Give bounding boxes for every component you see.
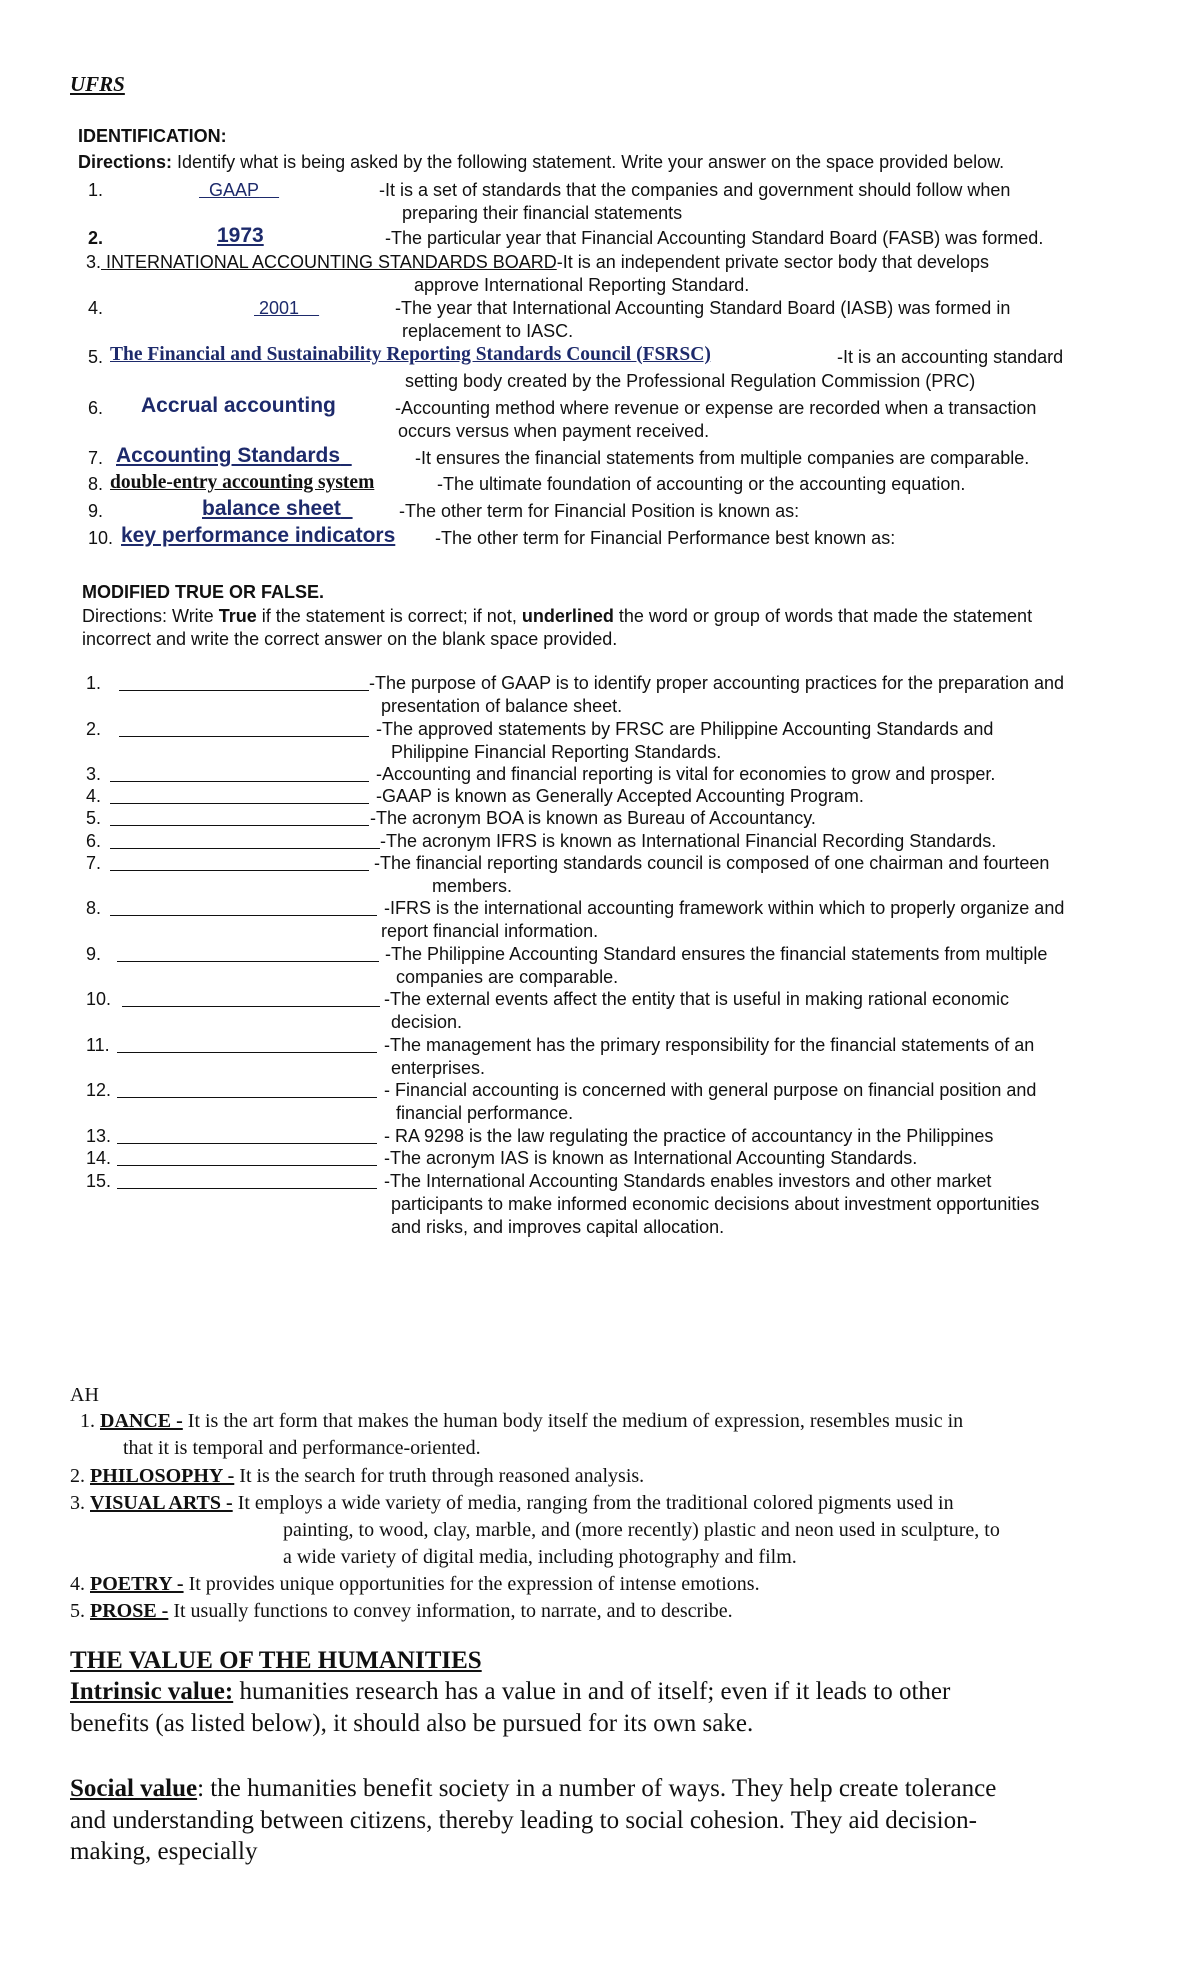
mtof-item-5-num: 5. — [86, 808, 102, 828]
id-item-3 — [86, 252, 989, 273]
id-item-4-line2: replacement to IASC. — [402, 321, 574, 341]
directions-text: Identify what is being asked by the following statement. Write your answer on the space provided below. — [172, 152, 1005, 172]
id-item-5-num: 5. — [88, 347, 104, 367]
answer-blank-11[interactable] — [117, 1038, 377, 1053]
mtof-item-4-num: 4. — [86, 786, 102, 806]
humanities-heading: THE VALUE OF THE HUMANITIES — [70, 1647, 482, 1674]
ah-item-5: 5. PROSE - It usually functions to convey information, to narrate, and to describe. — [70, 1600, 733, 1622]
ah-item-4-term: POETRY - — [90, 1573, 184, 1595]
mtof-item-7-line2: members. — [432, 876, 513, 896]
mtof-item-10-line1: -The external events affect the entity that is useful in making rational economic — [384, 989, 1009, 1009]
ah-item-1-term: DANCE - — [100, 1410, 183, 1432]
ah-item-5-term: PROSE - — [90, 1600, 169, 1622]
mtof-directions-line2: incorrect and write the correct answer on the blank space provided. — [82, 629, 618, 649]
id-item-7-answer: Accounting Standards — [116, 444, 341, 467]
mtof-item-1-line1: -The purpose of GAAP is to identify proper accounting practices for the preparation and — [369, 673, 1065, 693]
intrinsic-label: Intrinsic value: — [70, 1678, 234, 1705]
answer-blank-10[interactable] — [122, 992, 380, 1007]
identification-directions — [78, 152, 1004, 173]
id-item-1-line2: preparing their financial statements — [402, 203, 683, 223]
mtof-item-7-line1: -The financial reporting standards council is composed of one chairman and fourteen — [374, 853, 1050, 873]
intrinsic-line1: Intrinsic value: humanities research has a value in and of itself; even if it leads to other — [70, 1678, 951, 1705]
id-item-10-answer: key performance indicators — [121, 524, 396, 547]
mtof-item-2-line1: -The approved statements by FRSC are Philippine Accounting Standards and — [376, 719, 994, 739]
ah-item-3-line2: painting, to wood, clay, marble, and (more recently) plastic and neon used in sculpture, to — [283, 1519, 1000, 1541]
social-line1: Social value: the humanities benefit society in a number of ways. They help create tolerance — [70, 1775, 997, 1802]
mtof-item-3-num: 3. — [86, 764, 102, 784]
ah-heading: AH — [70, 1384, 99, 1406]
answer-blank-9[interactable] — [117, 947, 379, 962]
mtof-item-13-num: 13. — [86, 1126, 112, 1146]
id-item-7-line1: -It ensures the financial statements from multiple companies are comparable. — [415, 448, 1030, 468]
id-item-3-line2: approve International Reporting Standard. — [414, 275, 750, 295]
id-item-4-num: 4. — [88, 298, 104, 318]
mtof-item-8-num: 8. — [86, 898, 102, 918]
mtof-item-9-num: 9. — [86, 944, 102, 964]
mtof-item-5-line1: -The acronym BOA is known as Bureau of Accountancy. — [370, 808, 816, 828]
answer-blank-6[interactable] — [110, 834, 380, 849]
social-line3: making, especially — [70, 1838, 258, 1865]
id-item-4-answer: 2001 — [259, 298, 300, 318]
social-label: Social value — [70, 1775, 198, 1802]
id-item-6-line1: -Accounting method where revenue or expense are recorded when a transaction — [395, 398, 1037, 418]
mtof-item-2-line2: Philippine Financial Reporting Standards. — [391, 742, 722, 762]
underlined-word: underlined — [521, 606, 614, 626]
answer-blank-12[interactable] — [117, 1083, 377, 1098]
mtof-item-10-num: 10. — [86, 989, 112, 1009]
answer-blank-2[interactable] — [119, 722, 369, 737]
answer-blank-13[interactable] — [117, 1129, 377, 1144]
intrinsic-line2: benefits (as listed below), it should also be pursued for its own sake. — [70, 1710, 754, 1737]
id-item-6-line2: occurs versus when payment received. — [398, 421, 710, 441]
mtof-item-4-line1: -GAAP is known as Generally Accepted Accounting Program. — [376, 786, 864, 806]
id-item-8-num: 8. — [88, 474, 104, 494]
ah-item-3-term: VISUAL ARTS - — [90, 1492, 233, 1514]
id-item-1-line1: -It is a set of standards that the companies and government should follow when — [379, 180, 1011, 200]
true-word: True — [218, 606, 257, 626]
mtof-item-10-line2: decision. — [391, 1012, 463, 1032]
mtof-directions: Directions: Write True if the statement is correct; if not, underlined the word or group of words that made the statement — [82, 606, 1033, 626]
answer-blank-14[interactable] — [117, 1151, 377, 1166]
mtof-item-14-line1: -The acronym IAS is known as International Accounting Standards. — [384, 1148, 918, 1168]
mtof-item-15-line1: -The International Accounting Standards enables investors and other market — [384, 1171, 992, 1191]
answer-blank-3[interactable] — [110, 767, 369, 782]
id-item-5-line1: -It is an accounting standard — [837, 347, 1064, 367]
id-item-3-line1: -It is an independent private sector body that develops — [556, 252, 990, 272]
mtof-item-13-line1: - RA 9298 is the law regulating the practice of accountancy in the Philippines — [384, 1126, 994, 1146]
mtof-item-12-line1: - Financial accounting is concerned with general purpose on financial position and — [384, 1080, 1037, 1100]
id-item-9-line1: -The other term for Financial Position is known as: — [399, 501, 800, 521]
id-item-2-line1: -The particular year that Financial Accounting Standard Board (FASB) was formed. — [385, 228, 1044, 248]
answer-blank-8[interactable] — [110, 901, 377, 916]
mtof-item-15-line2: participants to make informed economic decisions about investment opportunities — [391, 1194, 1040, 1214]
mtof-item-9-line2: companies are comparable. — [396, 967, 619, 987]
answer-blank-5[interactable] — [110, 811, 369, 826]
mtof-item-14-num: 14. — [86, 1148, 112, 1168]
id-item-10-line1: -The other term for Financial Performance best known as: — [435, 528, 896, 548]
id-item-3-answer: INTERNATIONAL ACCOUNTING STANDARDS BOARD — [106, 252, 557, 272]
id-item-9-num: 9. — [88, 501, 104, 521]
answer-blank-1[interactable] — [119, 676, 369, 691]
id-item-6-num: 6. — [88, 398, 104, 418]
mtof-item-8-line2: report financial information. — [381, 921, 599, 941]
page-title: UFRS — [70, 72, 125, 96]
mtof-item-12-line2: financial performance. — [396, 1103, 574, 1123]
mtof-item-11-line2: enterprises. — [391, 1058, 486, 1078]
mtof-item-3-line1: -Accounting and financial reporting is vital for economies to grow and prosper. — [376, 764, 996, 784]
answer-blank-4[interactable] — [110, 789, 369, 804]
ah-item-1-line2: that it is temporal and performance-oriented. — [123, 1437, 481, 1459]
identification-heading: IDENTIFICATION: — [78, 126, 227, 146]
id-item-10-num: 10. — [88, 528, 114, 548]
ah-item-2-term: PHILOSOPHY - — [90, 1465, 235, 1487]
ah-item-2: 2. PHILOSOPHY - It is the search for truth through reasoned analysis. — [70, 1465, 645, 1487]
mtof-item-2-num: 2. — [86, 719, 102, 739]
id-item-2-answer: 1973 — [217, 224, 264, 247]
id-item-3-num: 3. — [86, 252, 102, 272]
mtof-item-15-num: 15. — [86, 1171, 112, 1191]
mtof-item-11-num: 11. — [86, 1035, 110, 1055]
social-line2: and understanding between citizens, thereby leading to social cohesion. They aid decision- — [70, 1807, 977, 1834]
id-item-6-answer: Accrual accounting — [141, 394, 336, 417]
mtof-item-7-num: 7. — [86, 853, 102, 873]
mtof-item-1-line2: presentation of balance sheet. — [381, 696, 623, 716]
id-item-5-line2: setting body created by the Professional Regulation Commission (PRC) — [405, 371, 976, 391]
mtof-item-15-line3: and risks, and improves capital allocation. — [391, 1217, 725, 1237]
ah-item-1: 1. DANCE - It is the art form that makes the human body itself the medium of expression, resembles music in — [80, 1410, 964, 1432]
id-item-2-num: 2. — [88, 228, 104, 248]
mtof-item-8-line1: -IFRS is the international accounting framework within which to properly organize and — [384, 898, 1065, 918]
id-item-8-answer: double-entry accounting system — [110, 472, 375, 493]
id-item-7-num: 7. — [88, 448, 104, 468]
mtof-item-11-line1: -The management has the primary responsibility for the financial statements of an — [384, 1035, 1035, 1055]
mtof-item-12-num: 12. — [86, 1080, 112, 1100]
mtof-item-9-line1: -The Philippine Accounting Standard ensures the financial statements from multiple — [385, 944, 1048, 964]
directions-label: Directions: — [78, 152, 173, 172]
ah-item-3-line3: a wide variety of digital media, including photography and film. — [283, 1546, 797, 1568]
answer-blank-15[interactable] — [117, 1174, 377, 1189]
id-item-8-line1: -The ultimate foundation of accounting or the accounting equation. — [437, 474, 966, 494]
answer-blank-7[interactable] — [110, 856, 369, 871]
id-item-1-num: 1. — [88, 180, 104, 200]
mtof-item-1-num: 1. — [86, 673, 102, 693]
mtof-item-6-num: 6. — [86, 831, 102, 851]
ah-item-3: 3. VISUAL ARTS - It employs a wide variety of media, ranging from the traditional colored pigments used in — [70, 1492, 954, 1514]
id-item-4-line1: -The year that International Accounting Standard Board (IASB) was formed in — [395, 298, 1011, 318]
id-item-1-answer: GAAP — [209, 180, 260, 200]
mtof-item-6-line1: -The acronym IFRS is known as International Financial Recording Standards. — [380, 831, 997, 851]
ah-item-4: 4. POETRY - It provides unique opportunities for the expression of intense emotions. — [70, 1573, 760, 1595]
id-item-5-answer: The Financial and Sustainability Reporting Standards Council (FSRSC) — [110, 344, 711, 365]
id-item-9-answer: balance sheet — [202, 497, 341, 520]
mtof-heading: MODIFIED TRUE OR FALSE. — [82, 582, 325, 602]
